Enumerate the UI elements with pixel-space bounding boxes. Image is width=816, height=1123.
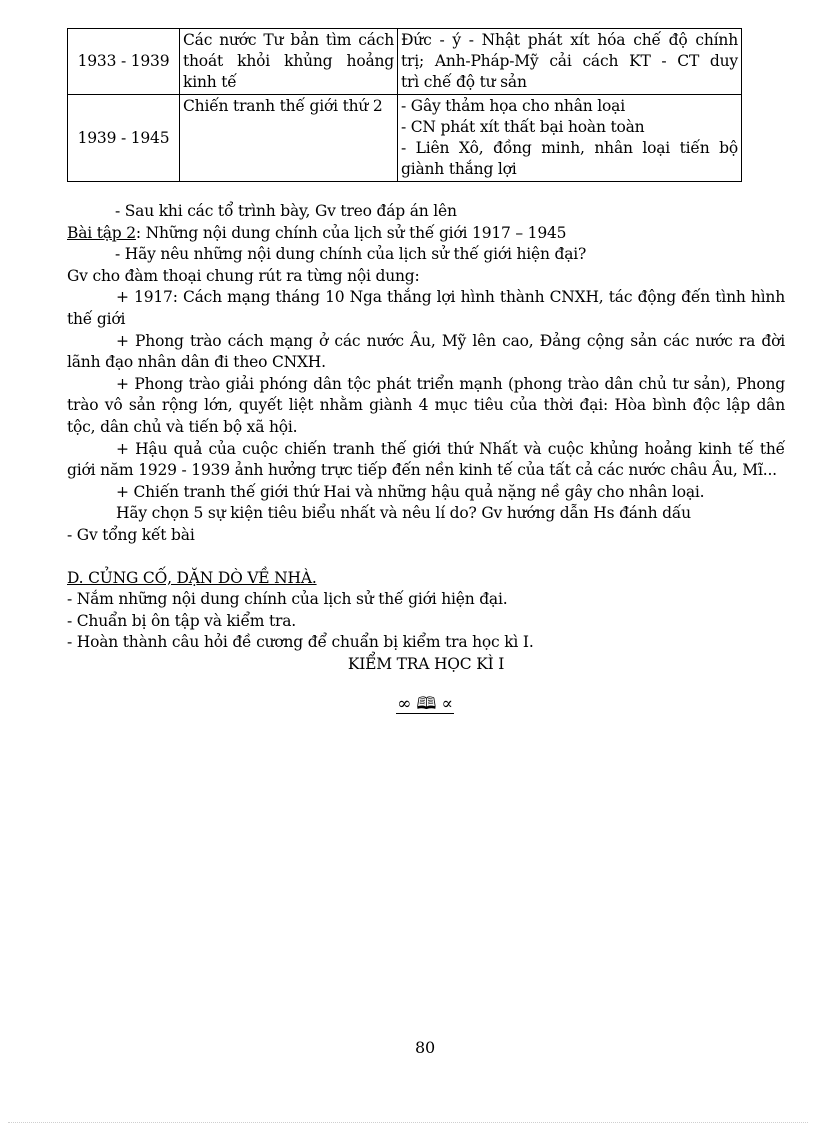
result-cell [398,95,742,182]
summary-note: - Gv tổng kết bài [67,525,195,544]
period-cell: 1939 - 1945 [68,95,180,182]
discussion-note: Gv cho đàm thoại chung rút ra từng nội dung: [67,266,420,285]
result-line: - Gây thảm họa cho nhân loại [401,97,625,115]
book-ornament-icon: ∞ 🕮 ∝ [397,694,453,714]
event-line: thoát khỏi khủng hoảng [183,52,394,70]
event-line: Chiến tranh thế giới thứ 2 [183,97,383,115]
homework-item: - Hoàn thành câu hỏi đề cương để chuẩn bị kiểm tra học kì I. [67,633,534,652]
homework-item: - Chuẩn bị ôn tập và kiểm tra. [67,611,297,630]
after-table-note: - Sau khi các tổ trình bày, Gv treo đáp án lên [115,202,457,220]
result-line: trị; Anh-Pháp-Mỹ cải cách KT - CT duy [401,52,738,70]
content-point: + Phong trào giải phóng dân tộc phát triển mạnh (phong trào dân chủ tư sản), Phong trào vô sản rộng lớn, quyết liệt nhằm giành 4 mục tiêu của thời đại: Hòa bình độc lập dân tộc, dân chủ và tiến bộ xã hội. [67,374,785,436]
result-cell [398,29,742,95]
exercise-label: Bài tập 2 [67,223,136,242]
event-line: Các nước Tư bản tìm cách [183,31,394,49]
content-point: + Hậu quả của cuộc chiến tranh thế giới thứ Nhất và cuộc khủng hoảng kinh tế thế giới năm 1929 - 1939 ảnh hưởng trực tiếp đến nền kinh tế của tất cả các nước châu Âu, Mĩ... [67,439,785,480]
result-line: trì chế độ tư sản [401,73,527,91]
event-cell [180,95,398,182]
period-cell: 1933 - 1939 [68,29,180,95]
spacer [67,547,785,568]
history-table [67,28,742,182]
exercise-title: : Những nội dung chính của lịch sử thế giới 1917 – 1945 [135,223,567,242]
content-point: + Phong trào cách mạng ở các nước Âu, Mỹ lên cao, Đảng cộng sản các nước ra đời lãnh đạo nhân dân đi theo CNXH. [67,331,785,372]
homework-item: - Nắm những nội dung chính của lịch sử thế giới hiện đại. [67,590,508,609]
event-line: kinh tế [183,73,237,91]
task-note: Hãy chọn 5 sự kiện tiêu biểu nhất và nêu lí do? Gv hướng dẫn Hs đánh dấu [116,504,691,523]
table-row [68,29,742,95]
exam-title: KIỂM TRA HỌC KÌ I [347,654,505,673]
result-line: Đức - ý - Nhật phát xít hóa chế độ chính [401,31,738,49]
result-line: - Liên Xô, đồng minh, nhân loại tiến bộ [401,139,738,157]
event-cell [180,29,398,95]
result-line: giành thắng lợi [401,160,517,178]
lesson-content [67,201,785,675]
ornament-divider [0,694,816,714]
content-point: + 1917: Cách mạng tháng 10 Nga thắng lợi hình thành CNXH, tác động đến tình hình thế giới [67,288,785,328]
table-row [68,95,742,182]
section-d-heading: D. CỦNG CỐ, DẶN DÒ VỀ NHÀ. [67,568,317,587]
exercise-heading [67,223,785,245]
result-line: - CN phát xít thất bại hoàn toàn [401,118,645,136]
exercise-question: - Hãy nêu những nội dung chính của lịch sử thế giới hiện đại? [115,245,587,264]
page-number: 80 [415,1038,435,1057]
content-point: + Chiến tranh thế giới thứ Hai và những hậu quả nặng nề gây cho nhân loại. [116,482,705,501]
